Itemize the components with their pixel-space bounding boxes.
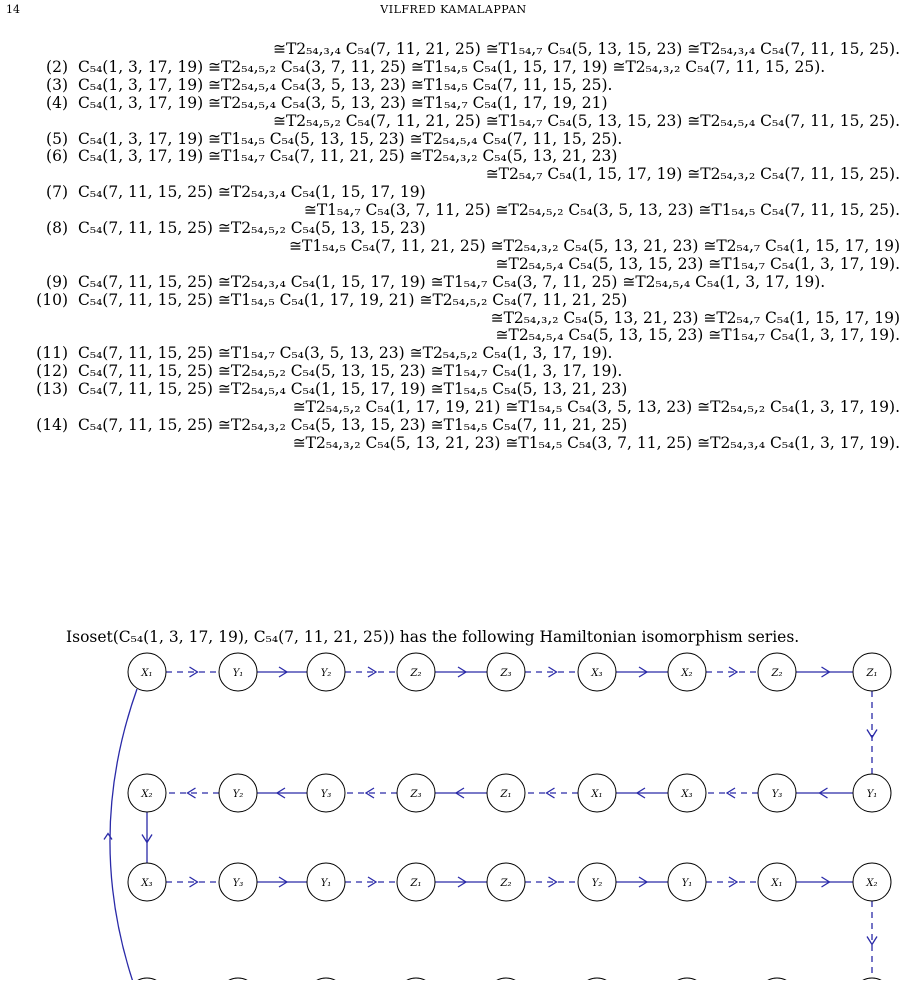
chain-number: (10): [36, 290, 68, 309]
chain-line: C₅₄(7, 11, 15, 25) ≅T1₅₄,₅ C₅₄(1, 17, 19, 21) ≅T2₅₄,₅,₂ C₅₄(7, 11, 21, 25): [78, 290, 628, 309]
chain-line: C₅₄(7, 11, 15, 25) ≅T2₅₄,₅,₂ C₅₄(5, 13, 15, 23): [78, 219, 426, 237]
graph-node: [128, 653, 166, 691]
node-label: X₁: [591, 789, 603, 800]
graph-node: [219, 863, 257, 901]
node-label: X₃: [681, 789, 693, 800]
graph-node: [307, 863, 345, 901]
chain-line: C₅₄(1, 3, 17, 19) ≅T2₅₄,₅,₄ C₅₄(3, 5, 13, 23) ≅T1₅₄,₇ C₅₄(1, 17, 19, 21): [78, 93, 608, 112]
node-label: Y₃: [320, 789, 332, 800]
graph-node: [397, 863, 435, 901]
chain-number: (9): [46, 272, 68, 291]
chain-line: C₅₄(7, 11, 15, 25) ≅T2₅₄,₅,₂ C₅₄(5, 13, 15, 23) ≅T1₅₄,₇ C₅₄(1, 3, 17, 19).: [78, 362, 623, 381]
graph-node: [668, 978, 706, 980]
chain-continuation: ≅T2₅₄,₃,₂ C₅₄(5, 13, 21, 23) ≅T2₅₄,₇ C₅₄(1, 15, 17, 19): [490, 308, 900, 327]
chain-line: C₅₄(7, 11, 15, 25) ≅T2₅₄,₃,₄ C₅₄(1, 15, 17, 19): [78, 183, 426, 202]
graph-node: [853, 978, 891, 980]
chain-number: (8): [46, 219, 68, 237]
node-label: Z₂: [410, 668, 422, 679]
graph-node: [128, 774, 166, 812]
chain-continuation: ≅T2₅₄,₅,₂ C₅₄(1, 17, 19, 21) ≅T1₅₄,₅ C₅₄(3, 5, 13, 23) ≅T2₅₄,₅,₂ C₅₄(1, 3, 17, 19).: [292, 398, 900, 416]
node-label: Z₂: [500, 878, 512, 889]
graph-node: [128, 978, 166, 980]
chain-line: C₅₄(1, 3, 17, 19) ≅T1₅₄,₅ C₅₄(5, 13, 15, 23) ≅T2₅₄,₅,₄ C₅₄(7, 11, 15, 25).: [78, 129, 623, 148]
node-label: X₂: [681, 668, 693, 679]
graph-node: [487, 978, 525, 980]
chain-number: (2): [46, 57, 68, 76]
chain-number: (7): [46, 183, 68, 202]
chain-line: C₅₄(7, 11, 15, 25) ≅T2₅₄,₃,₂ C₅₄(5, 13, 15, 23) ≅T1₅₄,₅ C₅₄(7, 11, 21, 25): [78, 415, 628, 434]
graph-node: [578, 863, 616, 901]
graph-node: [853, 653, 891, 691]
node-label: Y₃: [232, 878, 244, 889]
return-edge: [110, 689, 137, 980]
chain-number: (14): [36, 415, 68, 434]
node-label: Y₁: [232, 668, 244, 679]
chain-continuation: ≅T2₅₄,₇ C₅₄(1, 15, 17, 19) ≅T2₅₄,₃,₂ C₅₄(7, 11, 15, 25).: [485, 165, 900, 184]
chain-line: C₅₄(1, 3, 17, 19) ≅T2₅₄,₅,₂ C₅₄(3, 7, 11, 25) ≅T1₅₄,₅ C₅₄(1, 15, 17, 19) ≅T2₅₄,₃,₂ C₅₄(7, 11, 15, 25).: [78, 57, 826, 76]
graph-node: [758, 774, 796, 812]
intro-sentence: Isoset(C₅₄(1, 3, 17, 19), C₅₄(7, 11, 21, 25)) has the following Hamiltonian isomorphism series.: [66, 628, 800, 646]
graph-node: [578, 653, 616, 691]
chain-number: (4): [46, 93, 68, 112]
graph-node: [219, 774, 257, 812]
node-label: X₁: [141, 668, 153, 679]
node-label: X₃: [591, 668, 603, 679]
graph-node: [578, 774, 616, 812]
chain-number: (3): [46, 75, 68, 94]
graph-node: [668, 653, 706, 691]
graph-node: [128, 863, 166, 901]
graph-node: [397, 774, 435, 812]
graph-node: [758, 978, 796, 980]
chain-number: (12): [36, 362, 68, 381]
node-label: X₂: [141, 789, 153, 800]
graph-node: [853, 863, 891, 901]
chain-line: C₅₄(7, 11, 15, 25) ≅T1₅₄,₇ C₅₄(3, 5, 13, 23) ≅T2₅₄,₅,₂ C₅₄(1, 3, 17, 19).: [78, 344, 613, 363]
chain-line: C₅₄(1, 3, 17, 19) ≅T1₅₄,₇ C₅₄(7, 11, 21, 25) ≅T2₅₄,₃,₂ C₅₄(5, 13, 21, 23): [78, 147, 618, 166]
graph-node: [397, 978, 435, 980]
graph-node: [668, 863, 706, 901]
node-label: Z₃: [500, 668, 512, 679]
graph-node: [487, 653, 525, 691]
chain-number: (6): [46, 147, 68, 166]
node-label: Y₂: [591, 878, 603, 889]
node-label: Y₃: [771, 789, 783, 800]
chain-line: C₅₄(7, 11, 15, 25) ≅T2₅₄,₃,₄ C₅₄(1, 15, 17, 19) ≅T1₅₄,₇ C₅₄(3, 7, 11, 25) ≅T2₅₄,₅,₄ C₅₄(1, 3, 17, 19).: [78, 272, 826, 291]
graph-node: [307, 653, 345, 691]
chain-line: C₅₄(7, 11, 15, 25) ≅T2₅₄,₅,₄ C₅₄(1, 15, 17, 19) ≅T1₅₄,₅ C₅₄(5, 13, 21, 23): [78, 380, 628, 399]
graph-node: [219, 653, 257, 691]
chain-line: C₅₄(1, 3, 17, 19) ≅T2₅₄,₅,₄ C₅₄(3, 5, 13, 23) ≅T1₅₄,₅ C₅₄(7, 11, 15, 25).: [78, 75, 613, 94]
graph-node: [578, 978, 616, 980]
chain-continuation: ≅T2₅₄,₃,₄ C₅₄(7, 11, 21, 25) ≅T1₅₄,₇ C₅₄(5, 13, 15, 23) ≅T2₅₄,₃,₄ C₅₄(7, 11, 15, 25).: [272, 40, 900, 58]
graph-node: [668, 774, 706, 812]
chain-continuation: ≅T2₅₄,₃,₂ C₅₄(5, 13, 21, 23) ≅T1₅₄,₅ C₅₄(3, 7, 11, 25) ≅T2₅₄,₃,₄ C₅₄(1, 3, 17, 19).: [292, 433, 900, 452]
hamiltonian-series-diagram: [0, 640, 907, 980]
node-label: X₁: [771, 878, 783, 889]
graph-node: [307, 774, 345, 812]
graph-node: [487, 863, 525, 901]
node-label: X₃: [141, 878, 153, 889]
running-head: VILFRED KAMALAPPAN: [380, 3, 527, 16]
node-label: Y₁: [866, 789, 878, 800]
chain-number: (11): [36, 344, 68, 363]
graph-node: [758, 653, 796, 691]
graph-node: [853, 774, 891, 812]
graph-node: [487, 774, 525, 812]
chain-continuation: ≅T2₅₄,₅,₄ C₅₄(5, 13, 15, 23) ≅T1₅₄,₇ C₅₄(1, 3, 17, 19).: [495, 326, 900, 345]
chain-continuation: ≅T2₅₄,₅,₄ C₅₄(5, 13, 15, 23) ≅T1₅₄,₇ C₅₄(1, 3, 17, 19).: [495, 254, 900, 273]
node-label: Y₁: [681, 878, 693, 889]
graph-node: [219, 978, 257, 980]
chain-continuation: ≅T2₅₄,₅,₂ C₅₄(7, 11, 21, 25) ≅T1₅₄,₇ C₅₄(5, 13, 15, 23) ≅T2₅₄,₅,₄ C₅₄(7, 11, 15, 25).: [272, 111, 900, 130]
page-number: 14: [6, 3, 20, 16]
return-edge-arrowhead: [104, 834, 112, 840]
node-label: Z₁: [500, 789, 512, 800]
node-label: Z₃: [410, 789, 422, 800]
node-label: Z₁: [410, 878, 422, 889]
node-label: Y₁: [320, 878, 332, 889]
edge-arrowhead: [867, 730, 877, 738]
node-label: Z₂: [771, 668, 783, 679]
chain-number: (13): [36, 380, 68, 399]
chain-continuation: ≅T1₅₄,₇ C₅₄(3, 7, 11, 25) ≅T2₅₄,₅,₂ C₅₄(3, 5, 13, 23) ≅T1₅₄,₅ C₅₄(7, 11, 15, 25).: [303, 201, 900, 220]
chain-continuation: ≅T1₅₄,₅ C₅₄(7, 11, 21, 25) ≅T2₅₄,₃,₂ C₅₄(5, 13, 21, 23) ≅T2₅₄,₇ C₅₄(1, 15, 17, 19): [289, 236, 900, 255]
node-label: X₂: [866, 878, 878, 889]
node-label: Y₂: [320, 668, 332, 679]
graph-node: [397, 653, 435, 691]
node-label: Y₂: [232, 789, 244, 800]
chain-number: (5): [46, 129, 68, 148]
graph-node: [758, 863, 796, 901]
node-label: Z₁: [866, 668, 878, 679]
graph-node: [307, 978, 345, 980]
